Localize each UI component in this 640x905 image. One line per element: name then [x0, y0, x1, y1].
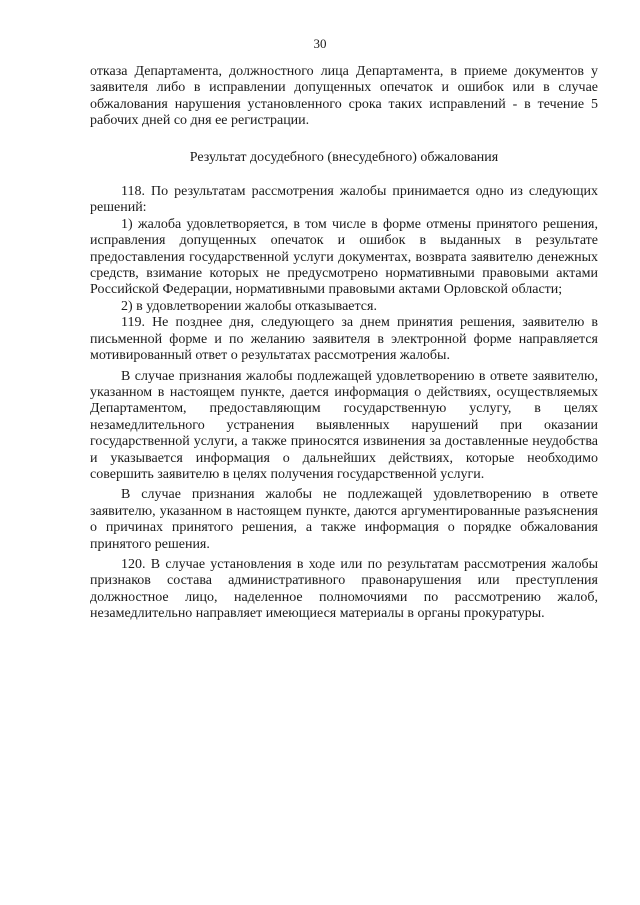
paragraph-119: 119. Не позднее дня, следующего за днем принятия решения, заявителю в письменной форме и по желанию заявителя в электронной форме направляется мотивированный ответ о результатах рассмотрения жалобы.: [90, 315, 598, 364]
page-number: 30: [313, 36, 327, 51]
paragraph-118: 118. По результатам рассмотрения жалобы принимается одно из следующих решений:: [90, 184, 598, 216]
paragraph-continuation: отказа Департамента, должностного лица Департамента, в приеме документов у заявителя либо в исправлении допущенных опечаток и ошибок или в случае обжалования нарушения установленного срока таких исправлений - в течение 5 рабочих дней со дня ее регистрации.: [90, 64, 598, 129]
paragraph-119-satisfied: В случае признания жалобы подлежащей удовлетворению в ответе заявителю, указанном в настоящем пункте, дается информация о действиях, осуществляемых Департаментом, предоставляющим государственную услугу, в целях незамедлительного устранения выявленных нарушений при оказании государственной услуги, а также приносятся извинения за доставленные неудобства и указывается информация о дальнейших действиях, которые необходимо совершить заявителю в целях получения государственной услуги.: [90, 368, 598, 482]
section-heading: Результат досудебного (внесудебного) обжалования: [189, 149, 499, 165]
paragraph-119-rejected: В случае признания жалобы не подлежащей удовлетворению в ответе заявителю, указанном в настоящем пункте, даются аргументированные разъяснения о причинах принятого решения, а также информация о порядке обжалования принятого решения.: [90, 487, 598, 552]
paragraph-120: 120. В случае установления в ходе или по результатам рассмотрения жалобы признаков состава административного правонарушения или преступления должностное лицо, наделенное полномочиями по рассмотрению жалоб, незамедлительно направляет имеющиеся материалы в органы прокуратуры.: [90, 556, 598, 622]
paragraph-118-item-2: 2) в удовлетворении жалобы отказывается.: [121, 298, 377, 314]
document-body: [90, 64, 598, 623]
paragraph-118-item-1: 1) жалоба удовлетворяется, в том числе в форме отмены принятого решения, исправления допущенных опечаток и ошибок в выданных в результате предоставления государственной услуги документах, возврата заявителю денежных средств, взимание которых не предусмотрено нормативными правовыми актами Российской Федерации, нормативными правовыми актами Орловской области;: [90, 216, 598, 298]
